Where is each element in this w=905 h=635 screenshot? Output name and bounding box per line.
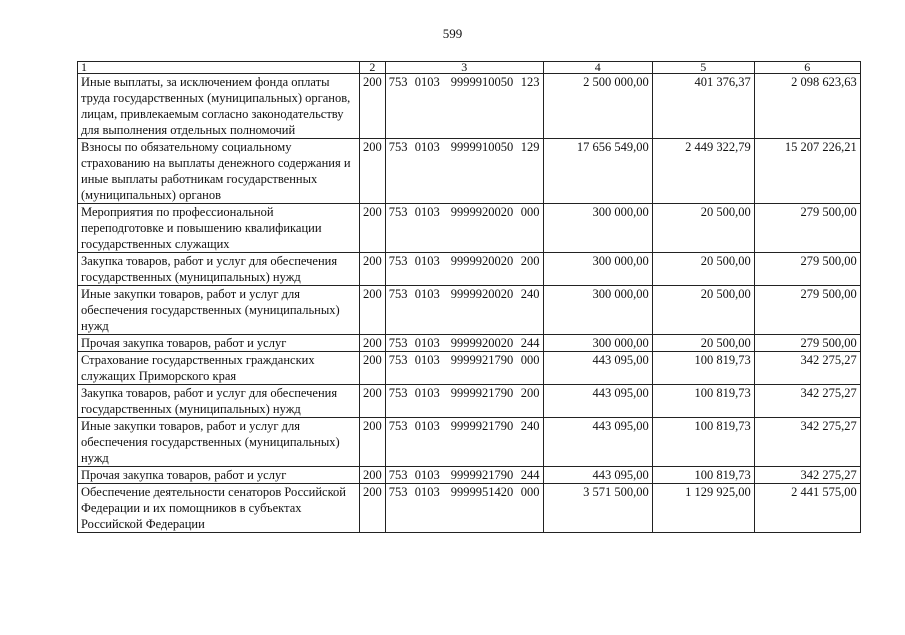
code-article: 9999910050 xyxy=(450,75,514,89)
code-expense-type: 129 xyxy=(520,140,540,154)
code-section: 0103 xyxy=(414,75,440,89)
row-value-4: 443 095,00 xyxy=(543,418,652,467)
row-col2: 200 xyxy=(360,335,386,352)
row-col2: 200 xyxy=(360,352,386,385)
code-section: 0103 xyxy=(414,419,440,433)
budget-table xyxy=(77,61,861,533)
row-value-5: 100 819,73 xyxy=(652,467,754,484)
code-ministry: 753 xyxy=(388,287,408,301)
code-expense-type: 200 xyxy=(520,254,540,268)
table-row xyxy=(78,467,861,484)
code-article: 9999921790 xyxy=(450,353,514,367)
row-value-6: 2 098 623,63 xyxy=(754,74,860,139)
row-name: Страхование государственных гражданских служащих Приморского края xyxy=(78,352,360,385)
row-codes xyxy=(385,352,543,385)
table-row xyxy=(78,385,861,418)
code-section: 0103 xyxy=(414,386,440,400)
code-ministry: 753 xyxy=(388,468,408,482)
code-expense-type: 123 xyxy=(520,75,540,89)
row-value-5: 1 129 925,00 xyxy=(652,484,754,533)
column-header-2: 2 xyxy=(360,62,386,74)
table-header xyxy=(78,62,861,74)
row-codes xyxy=(385,385,543,418)
row-col2: 200 xyxy=(360,385,386,418)
row-value-6: 15 207 226,21 xyxy=(754,139,860,204)
code-article: 9999910050 xyxy=(450,140,514,154)
code-expense-type: 244 xyxy=(520,468,540,482)
code-article: 9999921790 xyxy=(450,468,514,482)
row-value-5: 20 500,00 xyxy=(652,286,754,335)
row-col2: 200 xyxy=(360,253,386,286)
row-value-5: 100 819,73 xyxy=(652,385,754,418)
code-ministry: 753 xyxy=(388,386,408,400)
row-value-6: 342 275,27 xyxy=(754,352,860,385)
row-value-4: 3 571 500,00 xyxy=(543,484,652,533)
code-ministry: 753 xyxy=(388,205,408,219)
row-value-4: 17 656 549,00 xyxy=(543,139,652,204)
code-article: 9999920020 xyxy=(450,336,514,350)
code-expense-type: 000 xyxy=(520,485,540,499)
row-value-4: 300 000,00 xyxy=(543,286,652,335)
row-value-6: 279 500,00 xyxy=(754,253,860,286)
row-col2: 200 xyxy=(360,74,386,139)
code-ministry: 753 xyxy=(388,75,408,89)
table-row xyxy=(78,139,861,204)
column-header-5: 5 xyxy=(652,62,754,74)
table-row xyxy=(78,286,861,335)
row-value-5: 20 500,00 xyxy=(652,335,754,352)
row-codes xyxy=(385,139,543,204)
code-section: 0103 xyxy=(414,254,440,268)
row-codes xyxy=(385,467,543,484)
row-name: Взносы по обязательному социальному страхованию на выплаты денежного содержания и иные выплаты работникам государственных (муниципальных) органов xyxy=(78,139,360,204)
row-value-5: 401 376,37 xyxy=(652,74,754,139)
row-value-6: 279 500,00 xyxy=(754,335,860,352)
code-ministry: 753 xyxy=(388,353,408,367)
code-ministry: 753 xyxy=(388,140,408,154)
row-col2: 200 xyxy=(360,418,386,467)
row-value-4: 300 000,00 xyxy=(543,204,652,253)
code-section: 0103 xyxy=(414,485,440,499)
row-value-6: 2 441 575,00 xyxy=(754,484,860,533)
column-header-3: 3 xyxy=(385,62,543,74)
row-codes xyxy=(385,204,543,253)
code-expense-type: 000 xyxy=(520,353,540,367)
code-article: 9999951420 xyxy=(450,485,514,499)
table-body xyxy=(78,74,861,533)
table-row xyxy=(78,204,861,253)
row-name: Обеспечение деятельности сенаторов Российской Федерации и их помощников в субъектах Российской Федерации xyxy=(78,484,360,533)
row-name: Закупка товаров, работ и услуг для обеспечения государственных (муниципальных) нужд xyxy=(78,253,360,286)
code-article: 9999921790 xyxy=(450,419,514,433)
row-value-4: 443 095,00 xyxy=(543,467,652,484)
row-codes xyxy=(385,418,543,467)
row-name: Мероприятия по профессиональной переподготовке и повышению квалификации государственных служащих xyxy=(78,204,360,253)
column-header-6: 6 xyxy=(754,62,860,74)
code-ministry: 753 xyxy=(388,419,408,433)
table-row xyxy=(78,253,861,286)
row-value-5: 20 500,00 xyxy=(652,253,754,286)
row-value-6: 342 275,27 xyxy=(754,467,860,484)
row-name: Прочая закупка товаров, работ и услуг xyxy=(78,335,360,352)
code-ministry: 753 xyxy=(388,336,408,350)
row-value-4: 300 000,00 xyxy=(543,253,652,286)
code-section: 0103 xyxy=(414,468,440,482)
code-expense-type: 200 xyxy=(520,386,540,400)
code-article: 9999920020 xyxy=(450,287,514,301)
code-expense-type: 240 xyxy=(520,419,540,433)
row-value-6: 279 500,00 xyxy=(754,286,860,335)
table-row xyxy=(78,335,861,352)
row-value-4: 2 500 000,00 xyxy=(543,74,652,139)
row-codes xyxy=(385,253,543,286)
row-value-4: 443 095,00 xyxy=(543,385,652,418)
code-section: 0103 xyxy=(414,287,440,301)
table-row xyxy=(78,74,861,139)
code-article: 9999920020 xyxy=(450,254,514,268)
code-article: 9999920020 xyxy=(450,205,514,219)
row-col2: 200 xyxy=(360,139,386,204)
row-codes xyxy=(385,335,543,352)
row-value-5: 20 500,00 xyxy=(652,204,754,253)
column-header-1: 1 xyxy=(78,62,360,74)
code-section: 0103 xyxy=(414,336,440,350)
row-codes xyxy=(385,484,543,533)
row-name: Иные закупки товаров, работ и услуг для обеспечения государственных (муниципальных) нужд xyxy=(78,286,360,335)
row-value-5: 2 449 322,79 xyxy=(652,139,754,204)
row-value-5: 100 819,73 xyxy=(652,418,754,467)
code-section: 0103 xyxy=(414,353,440,367)
column-header-4: 4 xyxy=(543,62,652,74)
row-name: Закупка товаров, работ и услуг для обеспечения государственных (муниципальных) нужд xyxy=(78,385,360,418)
row-col2: 200 xyxy=(360,286,386,335)
row-name: Прочая закупка товаров, работ и услуг xyxy=(78,467,360,484)
row-value-6: 342 275,27 xyxy=(754,418,860,467)
code-article: 9999921790 xyxy=(450,386,514,400)
page-number: 599 xyxy=(442,26,463,41)
row-value-6: 342 275,27 xyxy=(754,385,860,418)
row-codes xyxy=(385,74,543,139)
code-section: 0103 xyxy=(414,140,440,154)
row-col2: 200 xyxy=(360,467,386,484)
row-value-5: 100 819,73 xyxy=(652,352,754,385)
code-expense-type: 244 xyxy=(520,336,540,350)
row-col2: 200 xyxy=(360,204,386,253)
row-col2: 200 xyxy=(360,484,386,533)
table-row xyxy=(78,418,861,467)
code-expense-type: 000 xyxy=(520,205,540,219)
row-name: Иные выплаты, за исключением фонда оплаты труда государственных (муниципальных) органов, лицам, привлекаемым согласно законодательству для выполнения отдельных полномочий xyxy=(78,74,360,139)
row-name: Иные закупки товаров, работ и услуг для обеспечения государственных (муниципальных) нужд xyxy=(78,418,360,467)
row-codes xyxy=(385,286,543,335)
code-section: 0103 xyxy=(414,205,440,219)
row-value-4: 443 095,00 xyxy=(543,352,652,385)
code-ministry: 753 xyxy=(388,254,408,268)
row-value-6: 279 500,00 xyxy=(754,204,860,253)
table-row xyxy=(78,484,861,533)
row-value-4: 300 000,00 xyxy=(543,335,652,352)
column-number-row xyxy=(78,62,861,74)
code-ministry: 753 xyxy=(388,485,408,499)
code-expense-type: 240 xyxy=(520,287,540,301)
table-row xyxy=(78,352,861,385)
